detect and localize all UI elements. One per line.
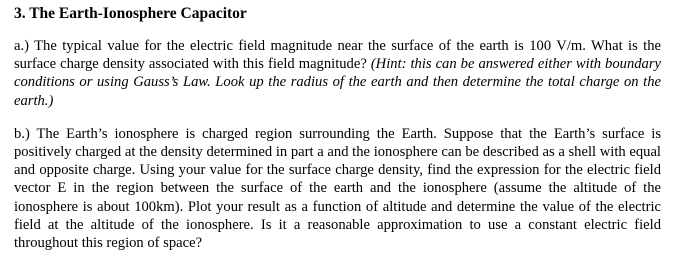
part-b-paragraph <box>14 125 661 252</box>
part-a-text: a.) The typical value for the electric field magnitude near the surface of the earth is 100 V/m. What is the surface charge density associated with this field magnitude? <box>14 38 661 73</box>
part-a-hint: (Hint: this can be answered either with boundary conditions or using Gauss’s Law. Look up the radius of the earth and then determine the total charge on the earth.) <box>14 56 661 109</box>
problem-title: 3. The Earth-Ionosphere Capacitor <box>14 5 247 22</box>
part-b-text: b.) The Earth’s ionosphere is charged region surrounding the Earth. Suppose that the Earth’s surface is positively charged at the density determined in part a and the ionosphere can be described as a shell with equal and opposite charge. Using your value for the surface charge density, find the expression for the electric field vector E in the region between the surface of the earth and the ionosphere (assume the altitude of the ionosphere is about 100km). Plot your result as a function of altitude and determine the value of the electric field at the altitude of the ionosphere. Is it a reasonable approximation to use a constant electric field throughout this region of space? <box>14 125 661 252</box>
part-a-paragraph <box>14 37 661 110</box>
